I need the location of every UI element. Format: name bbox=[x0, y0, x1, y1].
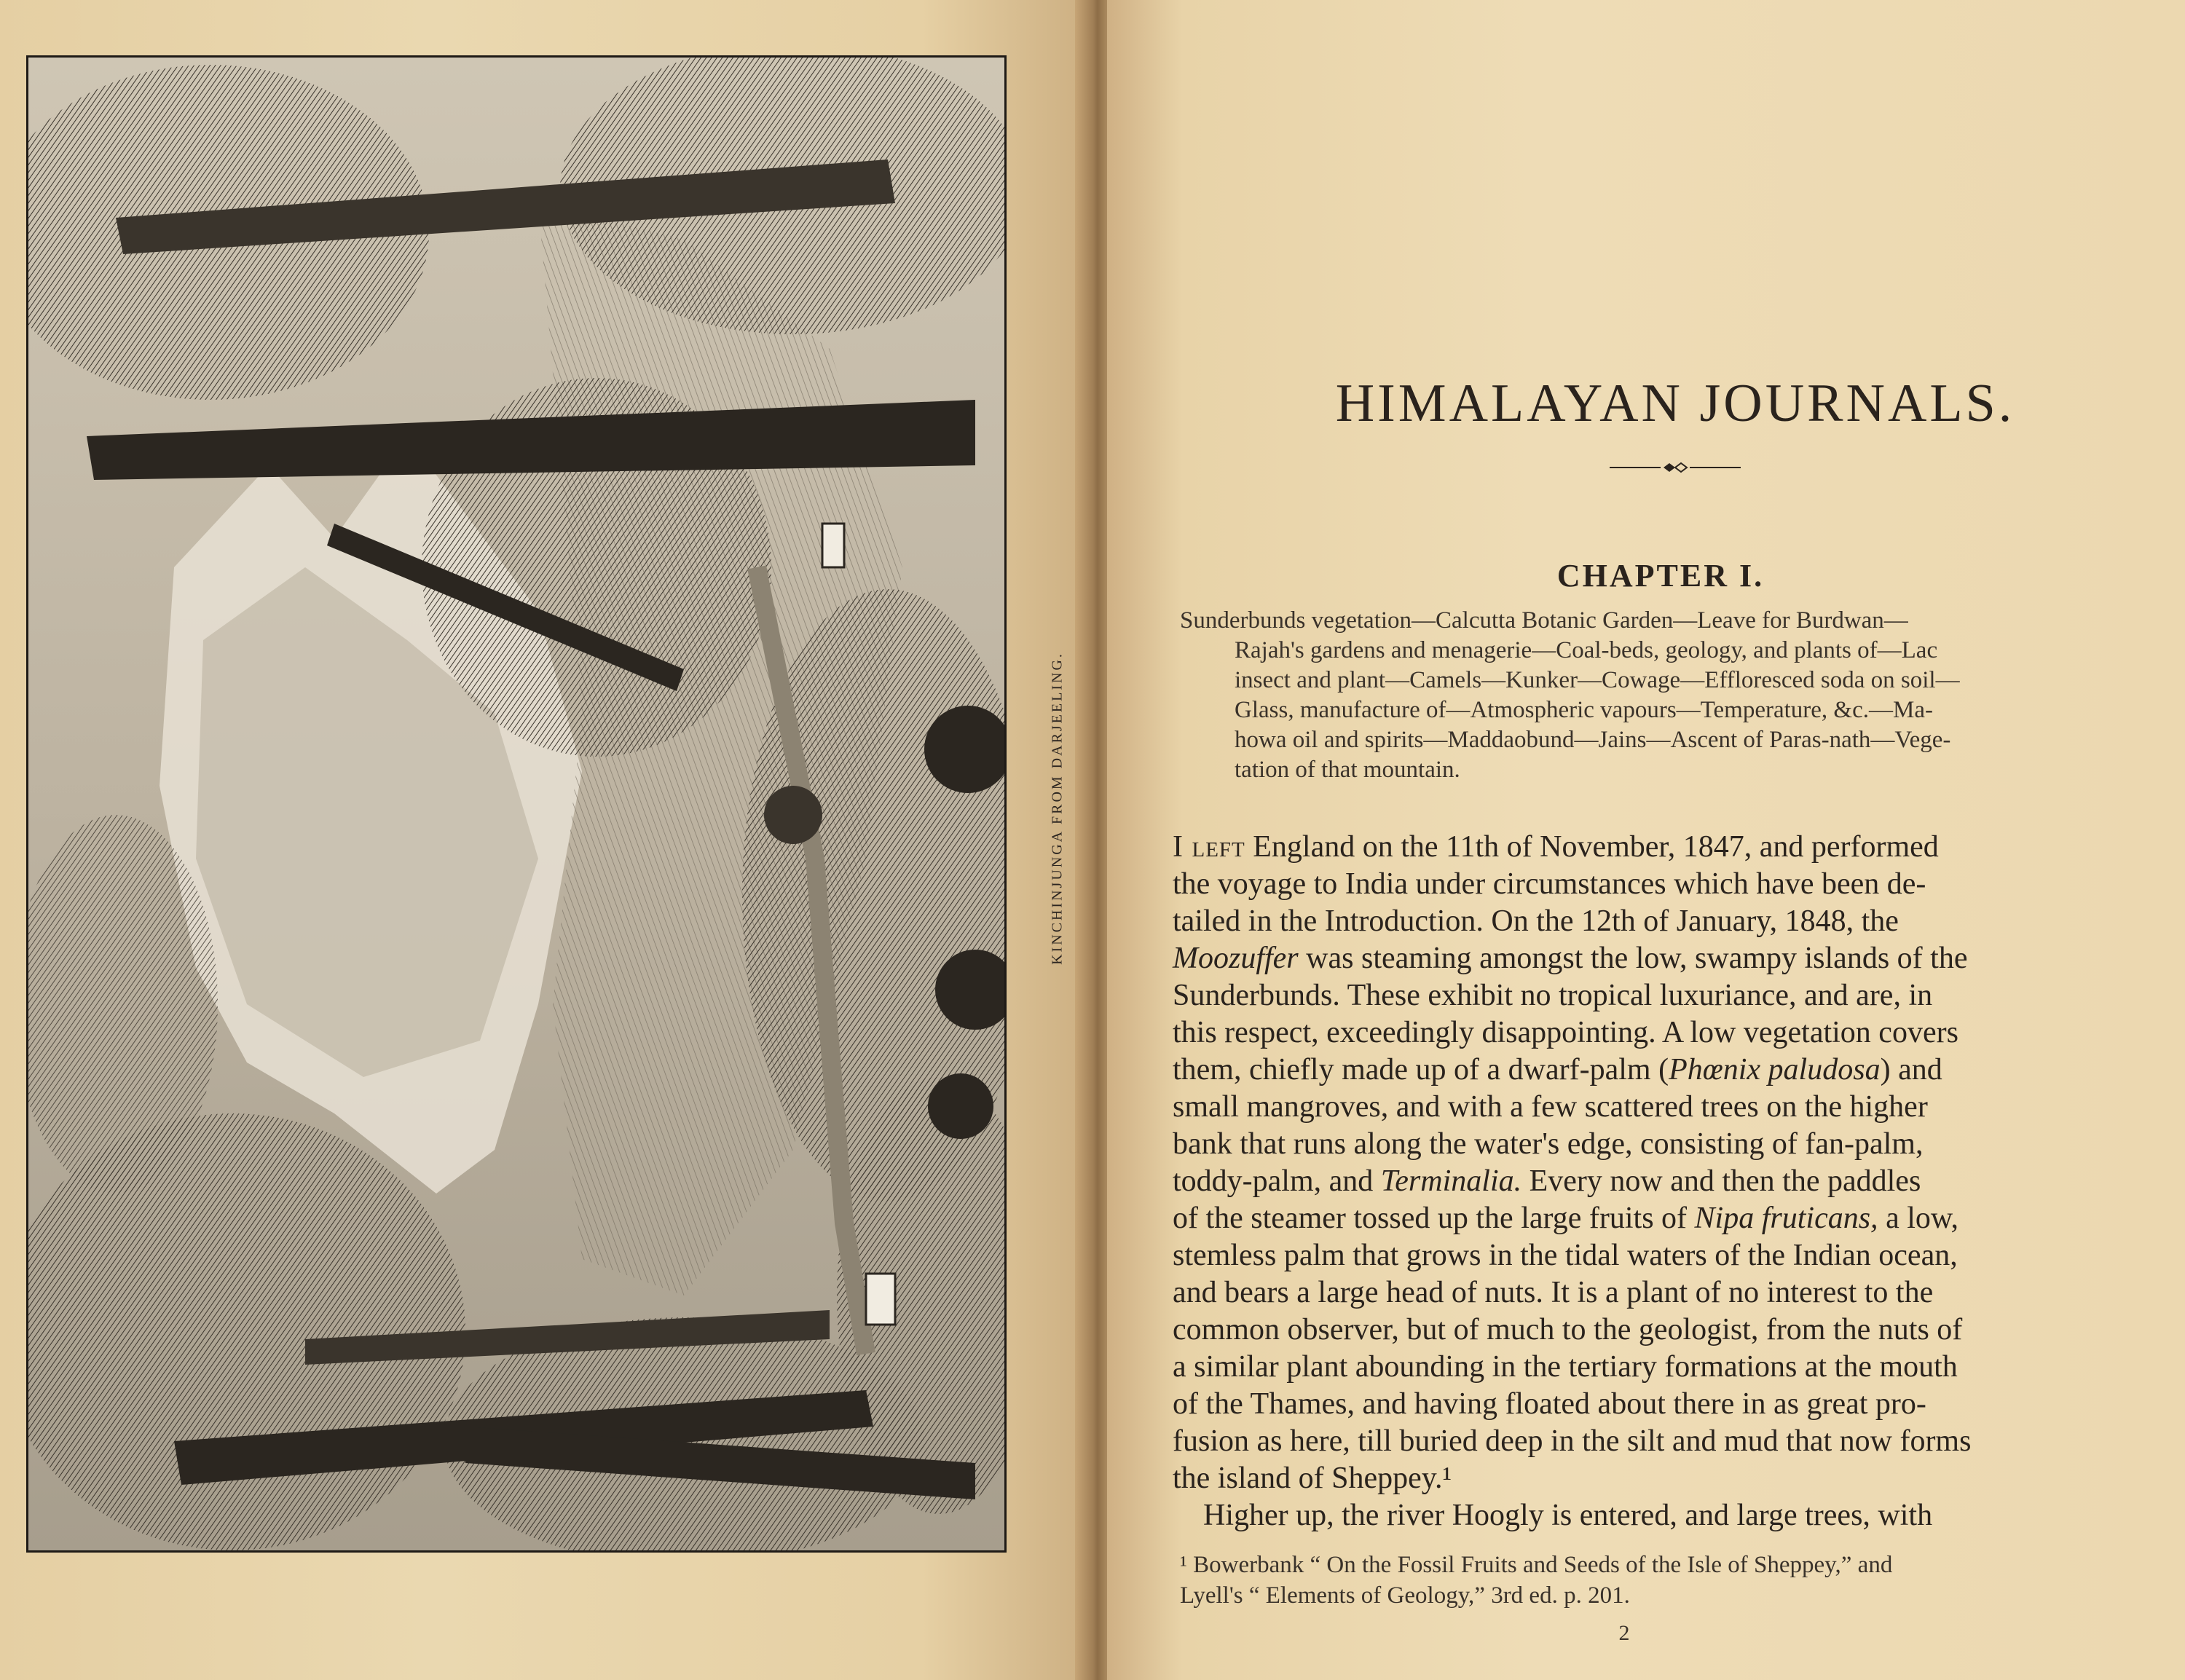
footnote-line: Lyell's “ Elements of Geology,” 3rd ed. p. 201. bbox=[1180, 1582, 1630, 1609]
title-ornament bbox=[1610, 460, 1741, 475]
body-line: I left England on the 11th of November, 1847, and performed bbox=[1173, 830, 1939, 864]
body-line: and bears a large head of nuts. It is a plant of no interest to the bbox=[1173, 1276, 1934, 1309]
body-line: a similar plant abounding in the tertiary formations at the mouth bbox=[1173, 1350, 1958, 1384]
body-line: Moozuffer was steaming amongst the low, swampy islands of the bbox=[1173, 942, 1968, 975]
genus-name: Terminalia. bbox=[1380, 1164, 1522, 1198]
body-line: small mangroves, and with a few scattered trees on the higher bbox=[1173, 1090, 1928, 1124]
plate-caption: KINCHINJUNGA FROM DARJEELING. bbox=[1049, 652, 1066, 965]
body-line: this respect, exceedingly disappointing. A low vegetation covers bbox=[1173, 1016, 1958, 1049]
book-title: HIMALAYAN JOURNALS. bbox=[1335, 373, 2015, 433]
body-line: common observer, but of much to the geologist, from the nuts of bbox=[1173, 1313, 1963, 1346]
synopsis-line: insect and plant—Camels—Kunker—Cowage—Effloresced soda on soil— bbox=[1235, 667, 1960, 693]
footnote bbox=[1180, 1550, 2167, 1611]
engraving-plate bbox=[26, 55, 1007, 1553]
ship-name: Moozuffer bbox=[1173, 942, 1299, 975]
body-line: of the steamer tossed up the large fruits of Nipa fruticans, a low, bbox=[1173, 1202, 1958, 1235]
body-line: tailed in the Introduction. On the 12th of January, 1848, the bbox=[1173, 904, 1899, 938]
body-line: fusion as here, till buried deep in the silt and mud that now forms bbox=[1173, 1424, 1972, 1458]
synopsis-line: Glass, manufacture of—Atmospheric vapours—Temperature, &c.—Ma- bbox=[1235, 697, 1933, 723]
synopsis-line: Rajah's gardens and menagerie—Coal-beds, geology, and plants of—Lac bbox=[1235, 637, 1938, 663]
body-line: the island of Sheppey.¹ bbox=[1173, 1462, 1452, 1495]
body-line: the voyage to India under circumstances which have been de- bbox=[1173, 867, 1926, 901]
footnote-line: ¹ Bowerbank “ On the Fossil Fruits and Seeds of the Isle of Sheppey,” and bbox=[1180, 1552, 1893, 1578]
page-number: 2 bbox=[1618, 1621, 1630, 1645]
body-line: stemless palm that grows in the tidal waters of the Indian ocean, bbox=[1173, 1239, 1958, 1272]
synopsis-line: Sunderbunds vegetation—Calcutta Botanic Garden—Leave for Burdwan— bbox=[1180, 607, 1908, 634]
opening-smallcaps: I left bbox=[1173, 830, 1245, 864]
species-name: Phœnix paludosa bbox=[1669, 1053, 1881, 1087]
body-line: of the Thames, and having floated about there in as great pro- bbox=[1173, 1387, 1926, 1421]
left-page bbox=[0, 0, 1084, 1680]
body-line: Higher up, the river Hoogly is entered, and large trees, with bbox=[1203, 1499, 1933, 1532]
chapter-heading: CHAPTER I. bbox=[1556, 557, 1765, 593]
body-line: Sunderbunds. These exhibit no tropical luxuriance, and are, in bbox=[1173, 979, 1933, 1012]
body-text bbox=[1173, 829, 2167, 1534]
engraving-illustration bbox=[28, 58, 1004, 1550]
body-line: them, chiefly made up of a dwarf-palm (Phœnix paludosa) and bbox=[1173, 1053, 1942, 1087]
species-name: Nipa fruticans, bbox=[1694, 1202, 1878, 1235]
synopsis-line: howa oil and spirits—Maddaobund—Jains—Ascent of Paras-nath—Vege- bbox=[1235, 727, 1951, 753]
body-line: toddy-palm, and Terminalia. Every now and then the paddles bbox=[1173, 1164, 1921, 1198]
synopsis-line: tation of that mountain. bbox=[1235, 757, 1460, 783]
chapter-synopsis bbox=[1180, 606, 2167, 785]
right-page bbox=[1107, 0, 2185, 1680]
body-line: bank that runs along the water's edge, consisting of fan-palm, bbox=[1173, 1127, 1924, 1161]
